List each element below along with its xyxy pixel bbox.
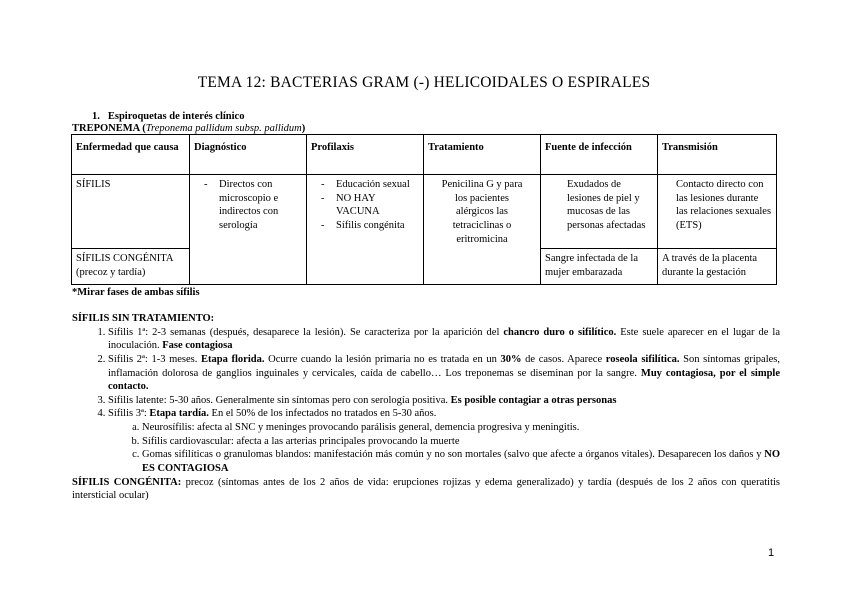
- cell-fuente: [541, 175, 658, 249]
- cell-congenita-fuente: Sangre infectada de la mujer embarazada: [541, 249, 658, 285]
- cell-tratamiento: [424, 175, 541, 285]
- treponema-close: ): [301, 123, 306, 134]
- section-number: 1.: [92, 111, 100, 122]
- list-item: 4. Sífilis 3ª: Etapa tardía. En el 50% de los infectados no tratados en 5-30 años. a. Neurosífilis: afecta al SNC y meninges provocando parálisis general, demencia progresiva y meningitis. b. Sífilis cardiovascular: afecta a las arterias principales provocando la muerte c. Gomas sifilíticas o granulomas blandos: manifestación más común y no son mortales (salvo que afecte a órganos vitales). Desaparecen los daños y NO ES CONTAGIOSA: [108, 407, 780, 475]
- congenital-heading: SÍFILIS CONGÉNITA:: [72, 476, 182, 488]
- treponema-label: TREPONEMA (: [72, 123, 146, 134]
- tertiary-sublist: [108, 421, 780, 476]
- congenital-paragraph: [72, 476, 780, 503]
- congenita-sub: (precoz y tardía): [76, 266, 146, 278]
- congenita-name: SÍFILIS CONGÉNITA: [76, 253, 174, 264]
- untreated-heading: SÍFILIS SIN TRATAMIENTO:: [72, 313, 215, 324]
- treponema-species: Treponema pallidum subsp. pallidum: [145, 123, 302, 134]
- list-item: b. Sífilis cardiovascular: afecta a las arterias principales provocando la muerte: [142, 435, 780, 449]
- cell-congenita-transmision: A través de la placenta durante la gestación: [658, 249, 777, 285]
- cell-transmision: [658, 175, 777, 249]
- cell-congenita-name: [72, 249, 190, 285]
- congenital-text: precoz (síntomas antes de los 2 años de vida: erupciones rojizas y edema generalizado) y tardía (después de los 2 años con queratitis intersticial ocular): [72, 476, 780, 502]
- tratamiento-text: Penicilina G y para los pacientes alérgicos las tetraciclinas o eritromicina: [441, 179, 523, 245]
- untreated-list: [72, 326, 780, 476]
- main-text: [72, 312, 780, 503]
- cell-sifilis-name: SÍFILIS: [72, 175, 190, 249]
- list-item: c. Gomas sifilíticas o granulomas blandos: manifestación más común y no son mortales (salvo que afecte a órganos vitales). Desaparecen los daños y NO ES CONTAGIOSA: [142, 448, 780, 475]
- section-label: Espiroquetas de interés clínico: [107, 111, 245, 122]
- header-diagnostico: Diagnóstico: [190, 135, 307, 175]
- header-tratamiento: Tratamiento: [424, 135, 541, 175]
- list-item: a. Neurosífilis: afecta al SNC y meninges provocando parálisis general, demencia progresiva y meningitis.: [142, 421, 780, 435]
- page-title: TEMA 12: BACTERIAS GRAM (-) HELICOIDALES O ESPIRALES: [197, 74, 651, 91]
- transmision-text: Contacto directo con las lesiones durante las relaciones sexuales (ETS): [676, 179, 772, 231]
- note: *Mirar fases de ambas sífilis: [72, 287, 200, 298]
- list-item: - Sífilis congénita: [311, 219, 419, 233]
- list-item: - NO HAY VACUNA: [311, 192, 419, 219]
- fuente-text: Exudados de lesiones de piel y mucosas de las personas afectadas: [567, 179, 646, 231]
- list-item: 1. Sífilis 1ª: 2-3 semanas (después, desaparece la lesión). Se caracteriza por la aparición del chancro duro o sifilítico. Este suele aparecer en el lugar de la inoculación. Fase contagiosa: [108, 326, 780, 353]
- list-item: - Educación sexual: [311, 178, 419, 192]
- cell-profilaxis: [307, 175, 424, 285]
- treponema-table: [71, 134, 777, 285]
- table-header-row: [72, 135, 777, 175]
- cell-diagnostico: [190, 175, 307, 285]
- header-profilaxis: Profilaxis: [307, 135, 424, 175]
- list-item: - Directos con microscopio e indirectos con serología: [194, 178, 302, 233]
- page-number: 1: [768, 547, 775, 559]
- header-enfermedad: Enfermedad que causa: [72, 135, 190, 175]
- header-transmision: Transmisión: [658, 135, 777, 175]
- header-fuente: Fuente de infección: [541, 135, 658, 175]
- list-item: 2. Sífilis 2ª: 1-3 meses. Etapa florida. Ocurre cuando la lesión primaria no es tratada en un 30% de casos. Aparece roseola sifilítica. Son síntomas gripales, inflamación dolorosa de ganglios inguinales y cervicales, caída de cabello… Los treponemas se diseminan por la sangre. Muy contagiosa, por el simple contacto.: [108, 353, 780, 394]
- table-row-sifilis: [72, 175, 777, 249]
- list-item: 3. Sífilis latente: 5-30 años. Generalmente sin síntomas pero con serología positiva. Es posible contagiar a otras personas: [108, 394, 780, 408]
